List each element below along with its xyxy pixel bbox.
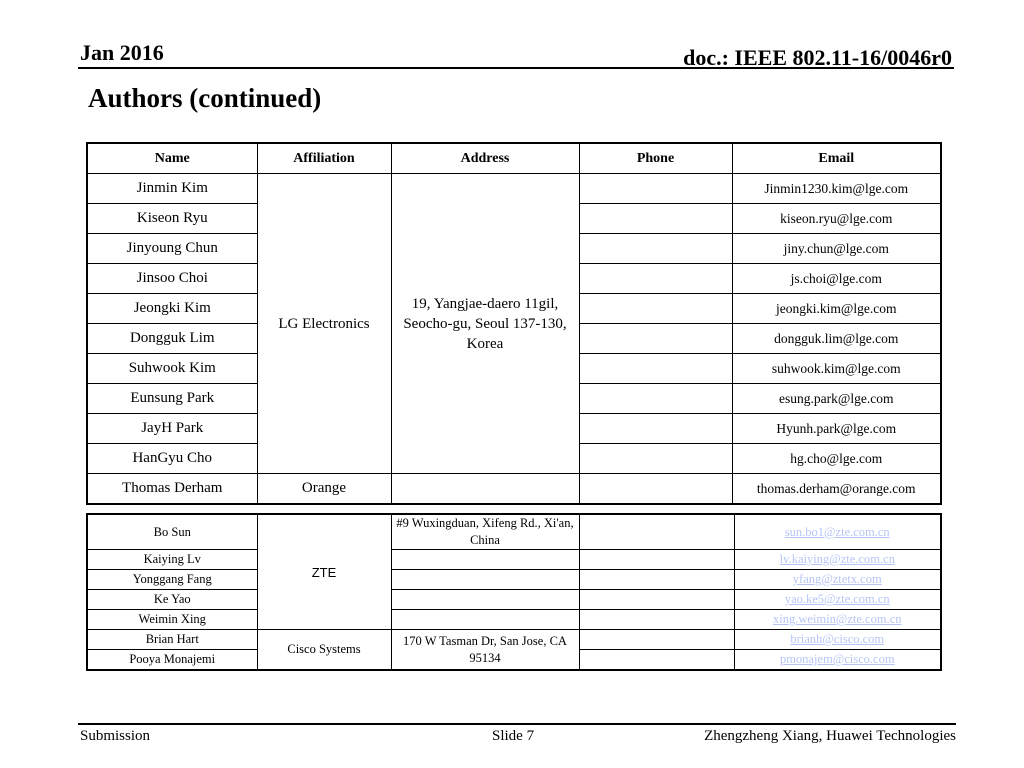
author-email-link[interactable]: pmonajem@cisco.com: [734, 650, 941, 671]
author-phone: [579, 444, 732, 474]
header-phone: Phone: [579, 143, 732, 174]
author-phone: [579, 234, 732, 264]
author-name: Bo Sun: [87, 514, 257, 550]
author-phone: [579, 650, 734, 671]
author-email: Hyunh.park@lge.com: [732, 414, 941, 444]
table-row: [87, 550, 941, 570]
author-address: [391, 590, 579, 610]
author-name: Jeongki Kim: [87, 294, 257, 324]
authors-table-continued: [86, 513, 942, 671]
author-name: Dongguk Lim: [87, 324, 257, 354]
author-email: jeongki.kim@lge.com: [732, 294, 941, 324]
author-phone: [579, 204, 732, 234]
author-address: [391, 474, 579, 505]
header-email: Email: [732, 143, 941, 174]
header-name: Name: [87, 143, 257, 174]
authors-table-main: [86, 142, 942, 505]
affiliation-zte: ZTE: [257, 514, 391, 630]
author-email: Jinmin1230.kim@lge.com: [732, 174, 941, 204]
author-name: Kaiying Lv: [87, 550, 257, 570]
author-email-link[interactable]: sun.bo1@zte.com.cn: [734, 514, 941, 550]
author-address: [391, 570, 579, 590]
author-email: kiseon.ryu@lge.com: [732, 204, 941, 234]
table-row: [87, 474, 941, 505]
address-zte: #9 Wuxingduan, Xifeng Rd., Xi'an, China: [391, 514, 579, 550]
slide-title: Authors (continued): [88, 83, 322, 113]
author-email-link[interactable]: yao.ke5@zte.com.cn: [734, 590, 941, 610]
author-phone: [579, 414, 732, 444]
author-name: Yonggang Fang: [87, 570, 257, 590]
author-email-link[interactable]: xing.weimin@zte.com.cn: [734, 610, 941, 630]
table-row: [87, 590, 941, 610]
author-email: dongguk.lim@lge.com: [732, 324, 941, 354]
author-address: [391, 550, 579, 570]
footer-divider: [78, 723, 956, 725]
author-name: HanGyu Cho: [87, 444, 257, 474]
footer-author: Zhengzheng Xiang, Huawei Technologies: [704, 728, 956, 744]
author-name: Weimin Xing: [87, 610, 257, 630]
header-affiliation: Affiliation: [257, 143, 391, 174]
author-name: Thomas Derham: [87, 474, 257, 505]
author-email: thomas.derham@orange.com: [732, 474, 941, 505]
affiliation-cisco: Cisco Systems: [257, 630, 391, 671]
author-name: Eunsung Park: [87, 384, 257, 414]
author-email-link[interactable]: brianh@cisco.com: [734, 630, 941, 650]
author-phone: [579, 264, 732, 294]
address-cisco: 170 W Tasman Dr, San Jose, CA 95134: [391, 630, 579, 671]
author-email: js.choi@lge.com: [732, 264, 941, 294]
table-row: [87, 630, 941, 650]
author-name: Ke Yao: [87, 590, 257, 610]
header-address: Address: [391, 143, 579, 174]
address-lg: 19, Yangjae-daero 11gil, Seocho-gu, Seoul 137-130, Korea: [391, 174, 579, 474]
author-phone: [579, 550, 734, 570]
author-name: Suhwook Kim: [87, 354, 257, 384]
author-phone: [579, 354, 732, 384]
author-phone: [579, 294, 732, 324]
author-phone: [579, 610, 734, 630]
affiliation-lg: LG Electronics: [257, 174, 391, 474]
author-phone: [579, 174, 732, 204]
author-phone: [579, 324, 732, 354]
footer-submission: Submission: [80, 728, 151, 744]
author-phone: [579, 474, 732, 505]
author-phone: [579, 384, 732, 414]
header-doc-id: doc.: IEEE 802.11-16/0046r0: [683, 45, 952, 70]
author-name: Pooya Monajemi: [87, 650, 257, 671]
author-email-link[interactable]: yfang@ztetx.com: [734, 570, 941, 590]
header-divider: [78, 67, 954, 69]
author-name: Jinyoung Chun: [87, 234, 257, 264]
affiliation-orange: Orange: [257, 474, 391, 505]
table-row: [87, 514, 941, 550]
author-phone: [579, 590, 734, 610]
author-email: jiny.chun@lge.com: [732, 234, 941, 264]
table-row: [87, 174, 941, 204]
author-phone: [579, 514, 734, 550]
author-email: esung.park@lge.com: [732, 384, 941, 414]
author-name: Brian Hart: [87, 630, 257, 650]
author-name: Jinmin Kim: [87, 174, 257, 204]
author-name: Jinsoo Choi: [87, 264, 257, 294]
author-name: JayH Park: [87, 414, 257, 444]
table-row: [87, 610, 941, 630]
author-email-link[interactable]: lv.kaiying@zte.com.cn: [734, 550, 941, 570]
table-header-row: [87, 143, 941, 174]
author-email: suhwook.kim@lge.com: [732, 354, 941, 384]
footer-slide-number: Slide 7: [492, 728, 535, 744]
table-row: [87, 570, 941, 590]
author-phone: [579, 630, 734, 650]
author-address: [391, 610, 579, 630]
author-name: Kiseon Ryu: [87, 204, 257, 234]
author-phone: [579, 570, 734, 590]
header-date: Jan 2016: [80, 40, 164, 65]
author-email: hg.cho@lge.com: [732, 444, 941, 474]
